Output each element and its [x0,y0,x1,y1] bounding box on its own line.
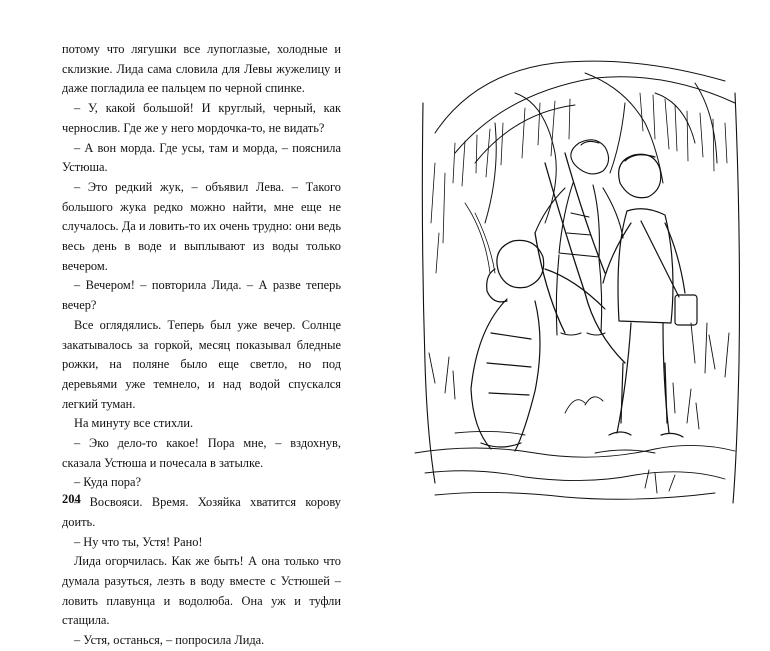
paragraph: – А вон морда. Где усы, там и морда, – пояснила Устюша. [62,140,341,175]
paragraph: – Вечером! – повторила Лида. – А разве теперь вечер? [62,278,341,313]
stream-water [415,431,735,499]
paragraph: Все оглядялись. Теперь был уже вечер. Солнце закатывалось за горкой, месяц показывал бледные рожки, на поляне было еще светло, но под деревьями уже темнело, и над водой спускался легкий туман. [62,317,341,411]
right-page [385,0,770,549]
paragraph: Лида огорчилась. Как же быть! А она только что думала разуться, лезть в воду вместе с Устюшей – ловить плавунца и водолюба. Она уж и туфли стащила. [62,554,341,628]
paragraph: – Это редкий жук, – объявил Лева. – Такого большого жука редко можно найти, мне еще не случалось. Да и ловить-то их очень трудно: они ведь весь день в воде и выплывают из воды только вечером. [62,179,341,273]
willow-hanging-leaves [431,93,727,273]
girl-in-headscarf [471,240,605,451]
boy-with-bag [603,154,697,437]
text-block [62,40,341,651]
paragraph: На минуту все стихли. [74,416,194,431]
paragraph: – У, какой большой! И круглый, черный, как чернослив. Где же у него мордочка-то, не видать? [62,101,341,135]
paragraph: потому что лягушки все лупоглазые, холодные и склизкие. Лида сама словила для Левы жужелицу и даже погладила ее пальцем по черной спинке. [62,42,341,96]
paragraph: – Устя, останься, – попросила Лида. [74,633,265,648]
page-number: 204 [62,492,81,506]
left-page [0,0,385,648]
ink-illustration [395,33,753,515]
frame-sketch [422,93,739,503]
paragraph: – Эко дело-то какое! Пора мне, – вздохнув, сказала Устюша и почесала в затылке. [62,436,341,470]
paragraph: – Куда пора? [74,475,141,490]
paragraph: – Ну что ты, Устя! Рано! [74,534,203,549]
grass-reeds [429,323,729,493]
paragraph: – Восвояси. Время. Хозяйка хватится корову доить. [62,495,341,529]
girl-standing [535,140,623,335]
